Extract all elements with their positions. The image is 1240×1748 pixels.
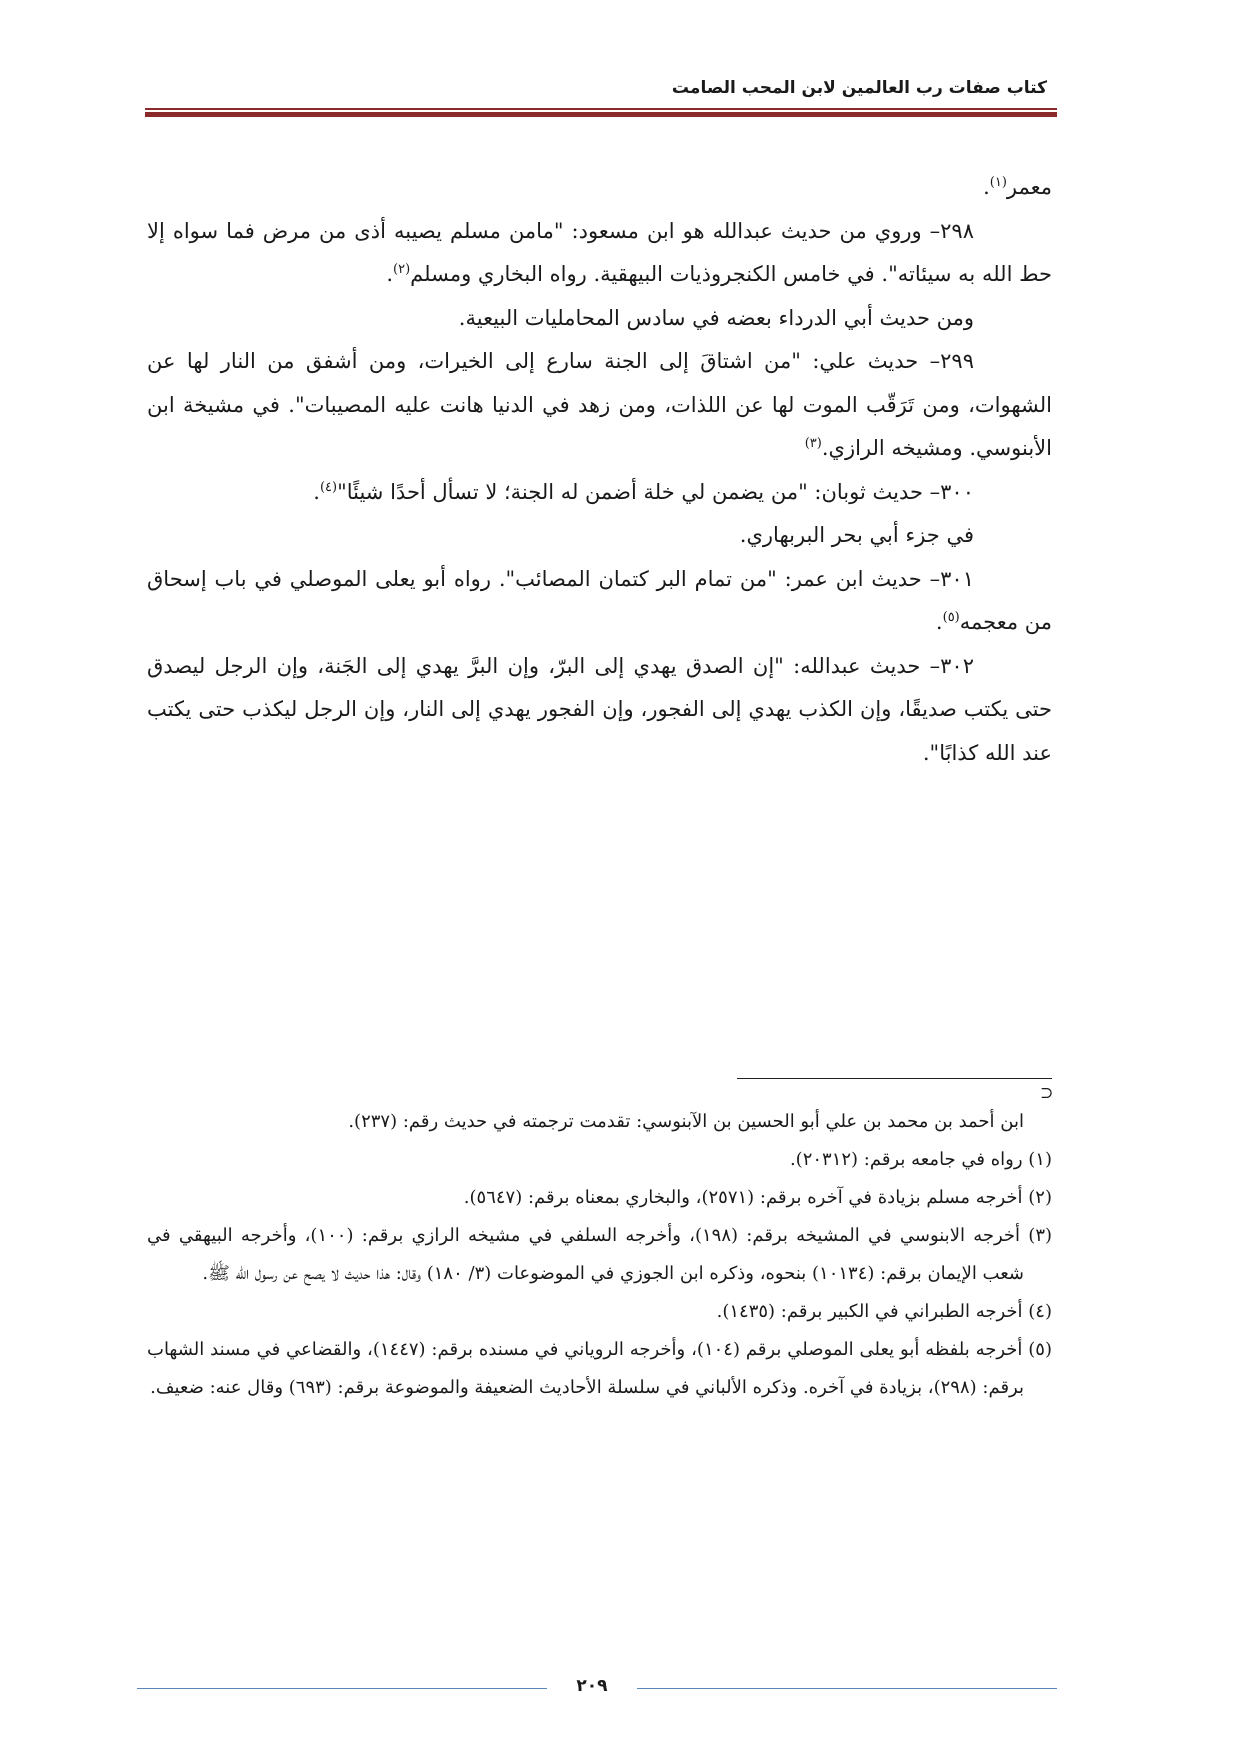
header-rule-thin — [145, 108, 1057, 110]
paragraph-note: ومن حديث أبي الدرداء بعضه في سادس المحامليات البيعية. — [458, 305, 974, 330]
paragraph-hadith-302: ٣٠٢– حديث عبدالله: "إن الصدق يهدي إلى البرّ، وإن البرَّ يهدي إلى الجَنة، وإن الرجل ليصدق حتى يكتب صديقًا، وإن الكذب يهدي إلى الفجور، وإن الفجور يهدي إلى النار، وإن الرجل ليكذب حتى يكتب عند الله كذابًا". — [147, 653, 1052, 765]
running-header-title: كتاب صفات رب العالمين لابن المحب الصامت — [671, 78, 1047, 98]
footnote-ref: (٥) — [942, 610, 960, 625]
paragraph-continuation: معمر$^{(١)}$. — [983, 175, 1052, 199]
page-number: ٢٠٩ — [576, 1676, 608, 1696]
footnote-separator — [737, 1078, 1052, 1079]
footnote-continuation: ابن أحمد بن محمد بن علي أبو الحسين بن الآبنوسي: تقدمت ترجمته في حديث رقم: (٢٣٧). — [348, 1111, 1024, 1132]
footnote-ref: (٣) — [804, 436, 822, 451]
footnote-1: (١) رواه في جامعه برقم: (٢٠٣١٢). — [789, 1149, 1052, 1170]
footnotes — [147, 1103, 1052, 1407]
paragraph-hadith-298: ٢٩٨– وروي من حديث عبدالله هو ابن مسعود: "مامن مسلم يصيبه أذى من مرض فما سواه إلا حط الله به سيئاته". في خامس الكنجروذيات البيهقية. رواه البخاري ومسلم$^{(٢)}$. — [147, 218, 1052, 286]
footnote-continuation-marker: ⊃ — [1040, 1083, 1054, 1102]
paragraph-source: في جزء أبي بحر البربهاري. — [739, 523, 974, 547]
header-rule-thick — [145, 112, 1057, 117]
footnote-ref: (٢) — [393, 262, 411, 277]
paragraph-hadith-300: ٣٠٠– حديث ثوبان: "من يضمن لي خلة أضمن له الجنة؛ لا تسأل أحدًا شيئًا"$^{(٤)}$. — [313, 479, 974, 504]
paragraph-hadith-301: ٣٠١– حديث ابن عمر: "من تمام البر كتمان المصائب". رواه أبو يعلى الموصلي في باب إسحاق من معجمه$^{(٥)}$. — [147, 566, 1052, 634]
footnote-4: (٤) أخرجه الطبراني في الكبير برقم: (١٤٣٥). — [716, 1301, 1052, 1322]
footnote-5: (٥) أخرجه بلفظه أبو يعلى الموصلي برقم (١٠٤)، وأخرجه الروياني في مسنده برقم: (١٤٤٧)، والقضاعي في مسند الشهاب برقم: (٢٩٨)، بزيادة في آخره. وذكره الألباني في سلسلة الأحاديث الضعيفة والموضوعة برقم: (٦٩٣) وقال عنه: ضعيف. — [147, 1339, 1052, 1398]
main-text — [147, 166, 1052, 775]
footer-rule-right — [637, 1688, 1057, 1689]
footnote-ref: (٤) — [319, 479, 338, 495]
footnote-2: (٢) أخرجه مسلم بزيادة في آخره برقم: (٢٥٧١)، والبخاري بمعناه برقم: (٥٦٤٧). — [463, 1187, 1052, 1208]
footnote-ref: (١) — [989, 175, 1007, 190]
paragraph-hadith-299: ٢٩٩– حديث علي: "من اشتاقَ إلى الجنة سارع إلى الخيرات، ومن أشفق من النار لها عن الشهوات، ومن تَرَقّب الموت لها عن اللذات، ومن زهد في الدنيا هانت عليه المصيبات". في مشيخة ابن الأبنوسي. ومشيخه الرازي.$^{(٣)}$ — [147, 349, 1052, 460]
footer-rule-left — [137, 1688, 547, 1689]
footnote-3: (٣) أخرجه الابنوسي في المشيخه برقم: (١٩٨)، وأخرجه السلفي في مشيخه الرازي برقم: (١٠٠)، وأخرجه البيهقي في شعب الإيمان برقم: (١٠١٣٤) بنحوه، وذكره ابن الجوزي في الموضوعات (٣/ ١٨٠) وقال: هذا حديث لا يصح عن رسول الله ﷺ. — [147, 1225, 1053, 1284]
